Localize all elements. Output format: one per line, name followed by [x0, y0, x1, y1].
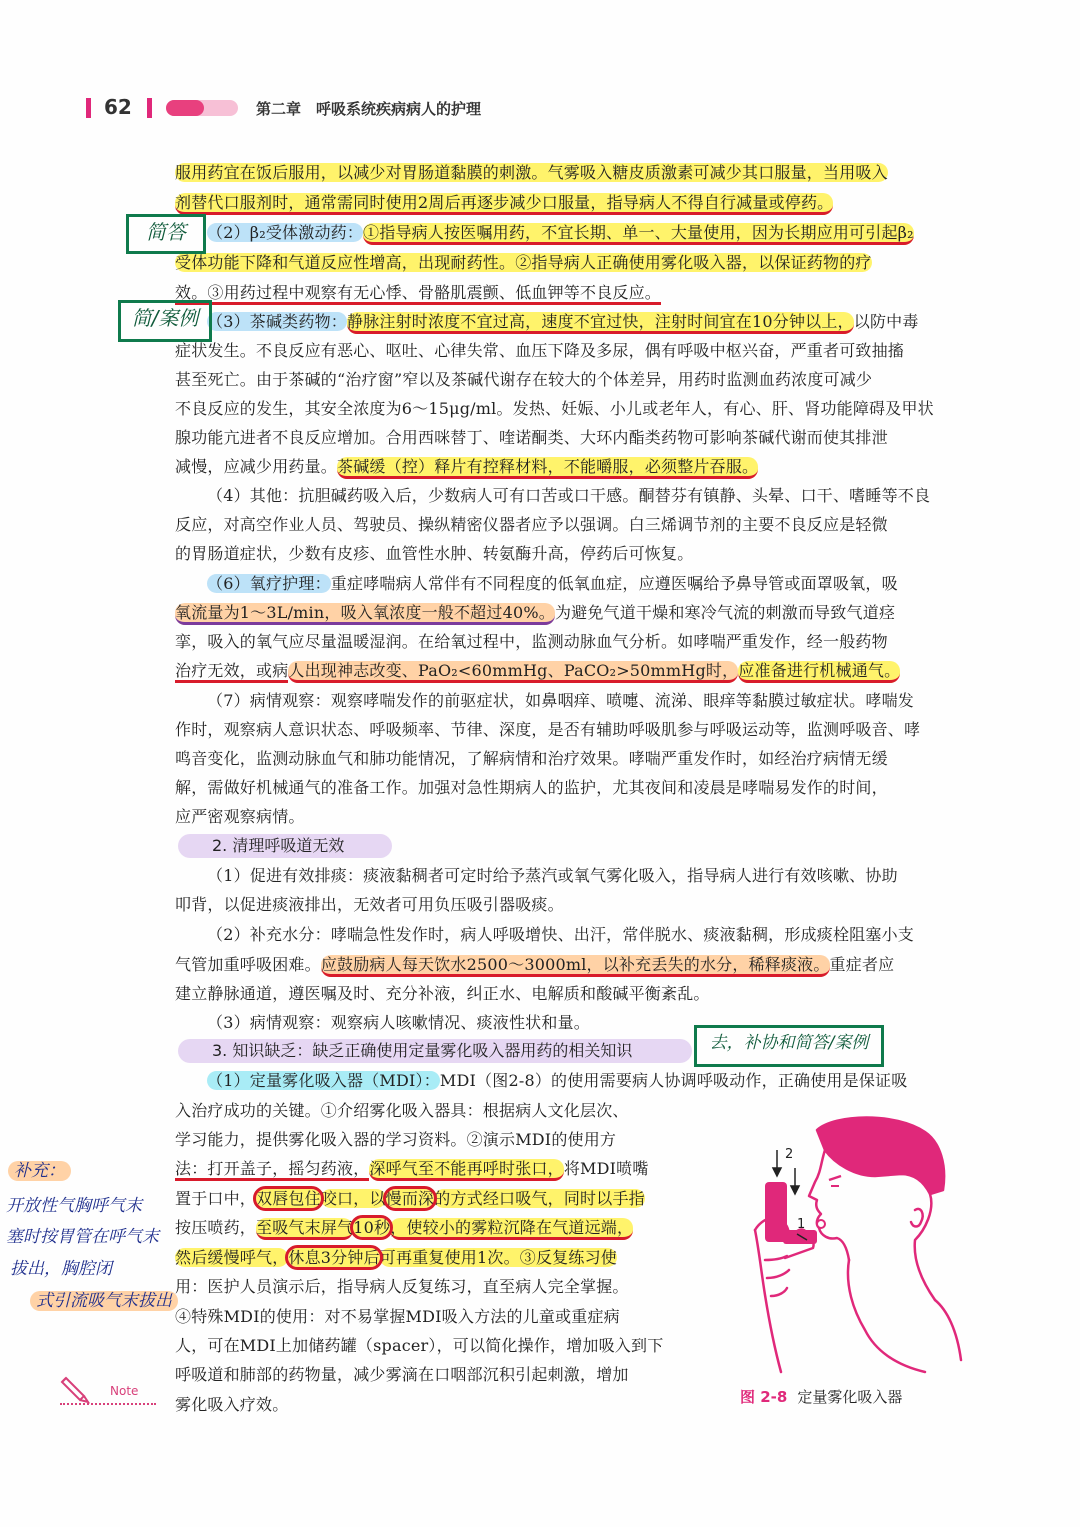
text-line: 入治疗成功的关键。①介绍雾化吸入器具：根据病人文化层次、: [175, 1101, 629, 1120]
section-heading: 2. 清理呼吸道无效: [178, 834, 392, 858]
text-line: 呼吸道和肺部的药物量，减少雾滴在口咽部沉积引起刺激，增加: [175, 1365, 629, 1384]
page-number: 62: [104, 95, 132, 119]
text-line: ④特殊MDI的使用：对不易掌握MDI吸入方法的儿童或重症病: [175, 1307, 620, 1326]
header-bar-left: [86, 98, 91, 118]
text-line: （4）其他：抗胆碱药吸入后，少数病人可有口苦或口干感。酮替芬有镇静、头晕、口干、嗜睡等不良: [207, 486, 931, 505]
figure-label-2: 2: [785, 1147, 794, 1162]
text-line: 氧流量为1～3L/min，吸入氧浓度一般不超过40%。为避免气道干燥和寒冷气流的刺激而导致气道痉: [175, 598, 895, 627]
header-decoration: [166, 100, 238, 116]
text-line: 学习能力，提供雾化吸入器的学习资料。②演示MDI的使用方: [175, 1130, 617, 1149]
figure-label-1: 1: [797, 1217, 806, 1232]
text-line: 叩背，以促进痰液排出，无效者可用负压吸引器吸痰。: [175, 895, 564, 914]
side-note-line: 塞时按胃管在呼气末: [6, 1227, 159, 1247]
figure-title: 定量雾化吸入器: [797, 1388, 903, 1406]
text-line: 不良反应的发生，其安全浓度为6～15μg/ml。发热、妊娠、小儿或老年人，有心、肝、肾功能障碍及甲状: [175, 399, 934, 418]
mdi-inhaler-illustration: [725, 1110, 965, 1375]
text-line: 效。③用药过程中观察有无心悸、骨骼肌震颤、低血钾等不良反应。: [175, 278, 661, 307]
annotation-box-supplement: 去，补协和简答/案例: [694, 1025, 884, 1067]
text-line: 治疗无效，或病人出现神志改变、PaO₂<60mmHg、PaCO₂>50mmHg时，应准备进行机械通气。: [175, 656, 900, 685]
text-line: 应严密观察病情。: [175, 807, 305, 826]
header-bar-right: [147, 98, 152, 118]
text-line: 作时，观察病人意识状态、呼吸频率、节律、深度，是否有辅助呼吸肌参与呼吸运动等，监测呼吸音、哮: [175, 720, 921, 739]
side-note-line: 式引流吸气末拔出: [30, 1288, 178, 1314]
side-note-line: 开放性气胸呼气末: [6, 1196, 142, 1216]
annotation-box-short-answer: 简答: [126, 214, 206, 254]
text-line: 的胃肠道症状，少数有皮疹、血管性水肿、转氨酶升高，停药后可恢复。: [175, 544, 694, 563]
figure-number: 图 2-8: [740, 1388, 788, 1406]
text-line: 置于口中，双唇包住咬口，以慢而深的方式经口吸气，同时以手指: [175, 1189, 645, 1208]
pencil-icon: [60, 1374, 90, 1404]
text-line: （3）病情观察：观察病人咳嗽情况、痰液性状和量。: [207, 1013, 590, 1032]
text-line: 雾化吸入疗效。: [175, 1395, 289, 1414]
text-line: 剂替代口服剂时，通常需同时使用2周后再逐步减少口服量，指导病人不得自行减量或停药。: [175, 188, 833, 217]
text-line: 鸣音变化，监测动脉血气和肺功能情况，了解病情和治疗效果。哮喘严重发作时，如经治疗病情无缓: [175, 749, 888, 768]
text-line: （7）病情观察：观察哮喘发作的前驱症状，如鼻咽痒、喷嚏、流涕、眼痒等黏膜过敏症状。哮喘发: [207, 691, 914, 710]
text-line: （2）补充水分：哮喘急性发作时，病人呼吸增快、出汗，常伴脱水、痰液黏稠，形成痰栓阻塞小支: [207, 925, 914, 944]
text-line: 反应，对高空作业人员、驾驶员、操纵精密仪器者应予以强调。白三烯调节剂的主要不良反应是轻微: [175, 515, 888, 534]
text-line: 腺功能亢进者不良反应增加。合用西咪替丁、喹诺酮类、大环内酯类药物可影响茶碱代谢而使其排泄: [175, 428, 888, 447]
side-note-line: 拔出，胸腔闭: [10, 1259, 112, 1279]
note-divider: [60, 1403, 156, 1405]
chapter-title: 第二章 呼吸系统疾病病人的护理: [256, 100, 482, 118]
text-line: 减慢，应减少用药量。茶碱缓（控）释片有控释材料，不能嚼服，必须整片吞服。: [175, 452, 758, 481]
text-line: 人，可在MDI上加储药罐（spacer），可以简化操作，增加吸入到下: [175, 1336, 664, 1355]
text-line: 受体功能下降和气道反应性增高，出现耐药性。②指导病人正确使用雾化吸入器，以保证药物的疗: [175, 253, 872, 272]
section-heading: 3. 知识缺乏：缺乏正确使用定量雾化吸入器用药的相关知识: [178, 1039, 692, 1063]
text-line: （1）定量雾化吸入器（MDI）：MDI（图2-8）的使用需要病人协调呼吸动作，正确使用是保证吸: [207, 1071, 908, 1090]
text-line: （6）氧疗护理：重症哮喘病人常伴有不同程度的低氧血症，应遵医嘱给予鼻导管或面罩吸氧，吸: [207, 574, 898, 593]
note-label: Note: [110, 1384, 139, 1398]
text-line: 解，需做好机械通气的准备工作。加强对急性期病人的监护，尤其夜间和凌晨是哮喘易发作的时间，: [175, 778, 888, 797]
text-line: 建立静脉通道，遵医嘱及时、充分补液，纠正水、电解质和酸碱平衡紊乱。: [175, 984, 710, 1003]
text-line: 法：打开盖子，摇匀药液，深呼气至不能再呼时张口，将MDI喷嘴: [175, 1154, 649, 1183]
text-line: （1）促进有效排痰：痰液黏稠者可定时给予蒸汽或氧气雾化吸入，指导病人进行有效咳嗽、协助: [207, 866, 898, 885]
text-line: 甚至死亡。由于茶碱的“治疗窗”窄以及茶碱代谢存在较大的个体差异，用药时监测血药浓度可减少: [175, 370, 873, 389]
text-line: （3）茶碱类药物：静脉注射时浓度不宜过高，速度不宜过快，注射时间宜在10分钟以上，以防中毒: [207, 307, 919, 336]
side-note-line: 补充：: [8, 1158, 71, 1184]
text-line: 症状发生。不良反应有恶心、呕吐、心律失常、血压下降及多尿，偶有呼吸中枢兴奋，严重者可致抽搐: [175, 341, 905, 360]
text-line: 按压喷药，至吸气末屏气10秒，使较小的雾粒沉降在气道远端，: [175, 1213, 633, 1242]
text-line: （2）β₂受体激动药：①指导病人按医嘱用药，不宜长期、单一、大量使用，因为长期应用可引起β₂: [207, 218, 914, 247]
figure-caption: [740, 1386, 902, 1407]
text-line: 然后缓慢呼气，休息3分钟后可再重复使用1次。③反复练习使: [175, 1248, 617, 1267]
text-line: 服用药宜在饭后服用，以减少对胃肠道黏膜的刺激。气雾吸入糖皮质激素可减少其口服量，当用吸入: [175, 163, 888, 182]
text-line: 气管加重呼吸困难。应鼓励病人每天饮水2500～3000ml，以补充丢失的水分，稀释痰液。重症者应: [175, 950, 894, 979]
annotation-box-case: 简/案例: [118, 300, 212, 342]
text-line: 用：医护人员演示后，指导病人反复练习，直至病人完全掌握。: [175, 1277, 629, 1296]
text-line: 挛，吸入的氧气应尽量温暖湿润。在给氧过程中，监测动脉血气分析。如哮喘严重发作，经一般药物: [175, 632, 888, 651]
